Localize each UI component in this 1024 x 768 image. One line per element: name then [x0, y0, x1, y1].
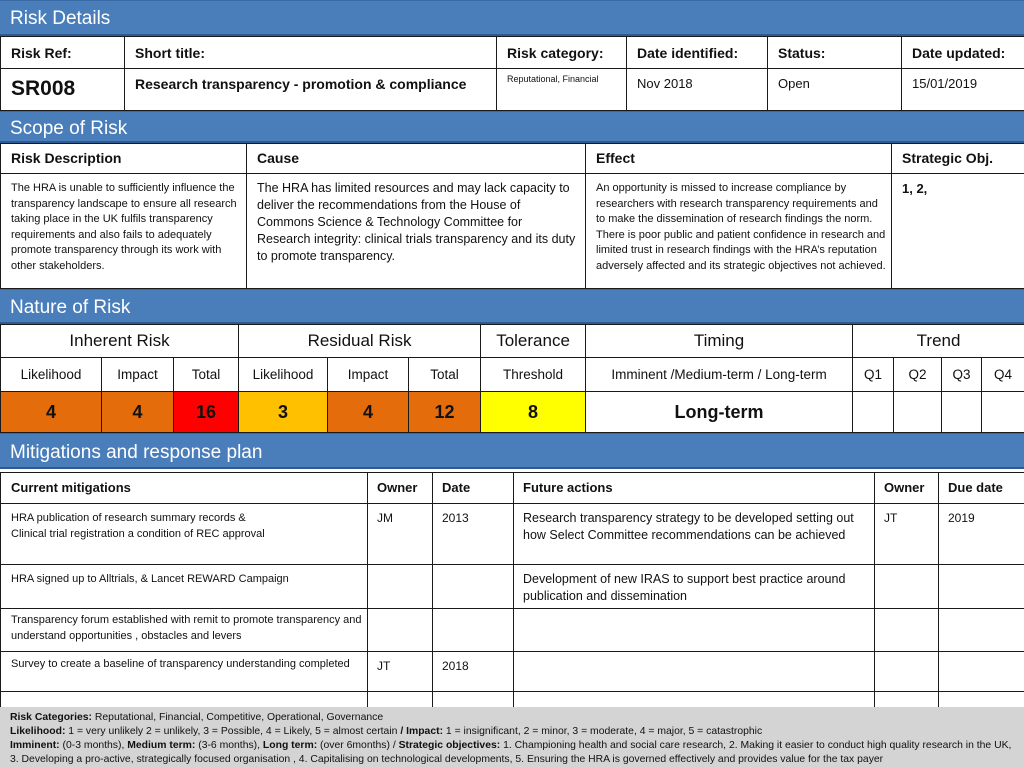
cause-text: The HRA has limited resources and may lack capacity to deliver the recommendations from the House of Commons Science & Technology Committee for Research integrity: clinical trials transparency and its duty to promote transparency.: [247, 174, 586, 289]
due-date: 2019: [939, 504, 1024, 565]
strategic-obj-label: Strategic Obj.: [892, 144, 1024, 174]
risk-ref-label: Risk Ref:: [1, 37, 125, 69]
risk-ref-value: SR008: [1, 69, 125, 111]
q1-value: [853, 392, 894, 433]
residual-total-value: 12: [409, 392, 481, 433]
inherent-impact-value: 4: [102, 392, 174, 433]
threshold-label: Threshold: [481, 358, 586, 392]
risk-categories-line: [10, 711, 1020, 725]
inherent-likelihood-label: Likelihood: [1, 358, 102, 392]
long-term-label: Long term:: [262, 740, 318, 751]
mitigation-owner: [368, 565, 433, 609]
owner-label: Owner: [368, 473, 433, 504]
future-action: [514, 609, 875, 652]
timing-label: Timing: [586, 325, 853, 358]
risk-description-text: The HRA is unable to sufficiently influence the transparency landscape to ensure all research taking place in the UK fulfils transparency requirements and also fails to adequately promote transparency through its work with other stakeholders.: [1, 174, 247, 289]
residual-total-label: Total: [409, 358, 481, 392]
residual-impact-label: Impact: [328, 358, 409, 392]
mitigation-row: [1, 609, 1024, 652]
future-action: Development of new IRAS to support best practice around publication and dissemination: [514, 565, 875, 609]
long-term-text: (over 6months) /: [317, 740, 399, 751]
mitigation-owner: JM: [368, 504, 433, 565]
mitigation-owner: [368, 609, 433, 652]
strategic-obj-text: 1, 2,: [892, 174, 1024, 289]
q2-value: [894, 392, 942, 433]
due-date: [939, 609, 1024, 652]
mitigation-date: [433, 565, 514, 609]
legend-footer: [0, 707, 1024, 768]
inherent-total-label: Total: [174, 358, 239, 392]
strategic-objectives-text: 1. Championing health and social care research, 2. Making it easier to conduct high quality research in the UK, 3. Developing a pro-active, strategically focused organisation , 4. Capitalising on technological developments, 5. Ensuring the HRA is governed effectively and provides value for the tax payer: [10, 740, 1012, 765]
due-date: [939, 565, 1024, 609]
risk-category-label: Risk category:: [497, 37, 627, 69]
residual-likelihood-label: Likelihood: [239, 358, 328, 392]
status-label: Status:: [768, 37, 902, 69]
mitigation-row: [1, 652, 1024, 692]
risk-categories-text: Reputational, Financial, Competitive, Operational, Governance: [92, 712, 384, 723]
mitigation-date: 2018: [433, 652, 514, 692]
future-owner: [875, 652, 939, 692]
future-owner: [875, 565, 939, 609]
cause-label: Cause: [247, 144, 586, 174]
threshold-value: 8: [481, 392, 586, 433]
q3-label: Q3: [942, 358, 982, 392]
current-mitigation: Survey to create a baseline of transparency understanding completed: [1, 652, 368, 692]
date-updated-value: 15/01/2019: [902, 69, 1024, 111]
future-action: [514, 652, 875, 692]
mitigation-date: [433, 609, 514, 652]
imminent-label: Imminent:: [10, 740, 60, 751]
likelihood-impact-line: [10, 725, 1020, 739]
mitigations-header: Mitigations and response plan: [0, 433, 1024, 469]
strategic-objectives-label: Strategic objectives:: [398, 740, 501, 751]
inherent-risk-label: Inherent Risk: [1, 325, 239, 358]
residual-risk-label: Residual Risk: [239, 325, 481, 358]
timing-value: Long-term: [586, 392, 853, 433]
mitigation-row: [1, 565, 1024, 609]
q4-value: [982, 392, 1024, 433]
mitigation-row: [1, 504, 1024, 565]
impact-legend-text: 1 = insignificant, 2 = minor, 3 = moderate, 4 = major, 5 = catastrophic: [443, 726, 763, 737]
future-owner: [875, 609, 939, 652]
trend-label: Trend: [853, 325, 1024, 358]
effect-text: An opportunity is missed to increase compliance by researchers with research transparency requirements and to make the dissemination of research findings the norm. There is poor public and patient confidence in research and limited trust in research findings with the HRA’s reputation adversely affected and its strategic objectives not achieved.: [586, 174, 892, 289]
date-label: Date: [433, 473, 514, 504]
impact-legend-label: / Impact:: [400, 726, 444, 737]
mitigation-date: 2013: [433, 504, 514, 565]
date-identified-label: Date identified:: [627, 37, 768, 69]
current-mitigations-label: Current mitigations: [1, 473, 368, 504]
short-title-label: Short title:: [125, 37, 497, 69]
scope-header: Scope of Risk: [0, 111, 1024, 143]
nature-header: Nature of Risk: [0, 289, 1024, 324]
nature-table: [0, 324, 1024, 433]
q3-value: [942, 392, 982, 433]
tolerance-label: Tolerance: [481, 325, 586, 358]
q4-label: Q4: [982, 358, 1024, 392]
risk-categories-label: Risk Categories:: [10, 712, 92, 723]
future-actions-label: Future actions: [514, 473, 875, 504]
future-action: Research transparency strategy to be developed setting out how Select Committee recommendations can be achieved: [514, 504, 875, 565]
residual-impact-value: 4: [328, 392, 409, 433]
future-owner-label: Owner: [875, 473, 939, 504]
inherent-impact-label: Impact: [102, 358, 174, 392]
risk-details-header: Risk Details: [0, 0, 1024, 36]
mitigation-owner: JT: [368, 652, 433, 692]
risk-description-label: Risk Description: [1, 144, 247, 174]
medium-term-label: Medium term:: [127, 740, 196, 751]
inherent-likelihood-value: 4: [1, 392, 102, 433]
inherent-total-value: 16: [174, 392, 239, 433]
current-mitigation: HRA publication of research summary records & Clinical trial registration a condition of REC approval: [1, 504, 368, 565]
imminent-text: (0-3 months),: [59, 740, 128, 751]
likelihood-legend-text: 1 = very unlikely 2 = unlikely, 3 = Possible, 4 = Likely, 5 = almost certain: [65, 726, 401, 737]
date-identified-value: Nov 2018: [627, 69, 768, 111]
effect-label: Effect: [586, 144, 892, 174]
risk-details-table: [0, 36, 1024, 111]
current-mitigation: HRA signed up to Alltrials, & Lancet REWARD Campaign: [1, 565, 368, 609]
scope-table: [0, 143, 1024, 289]
q2-label: Q2: [894, 358, 942, 392]
medium-term-text: (3-6 months),: [195, 740, 263, 751]
current-mitigation: Transparency forum established with remit to promote transparency and understand opportunities , obstacles and levers: [1, 609, 368, 652]
risk-category-value: Reputational, Financial: [497, 69, 627, 111]
status-value: Open: [768, 69, 902, 111]
due-date: [939, 652, 1024, 692]
future-owner: JT: [875, 504, 939, 565]
timing-sub-label: Imminent /Medium-term / Long-term: [586, 358, 853, 392]
date-updated-label: Date updated:: [902, 37, 1024, 69]
residual-likelihood-value: 3: [239, 392, 328, 433]
short-title-value: Research transparency - promotion & compliance: [125, 69, 497, 111]
likelihood-legend-label: Likelihood:: [10, 726, 66, 737]
q1-label: Q1: [853, 358, 894, 392]
timing-objectives-line: [10, 739, 1020, 767]
mitigations-table: [0, 472, 1024, 712]
due-date-label: Due date: [939, 473, 1024, 504]
